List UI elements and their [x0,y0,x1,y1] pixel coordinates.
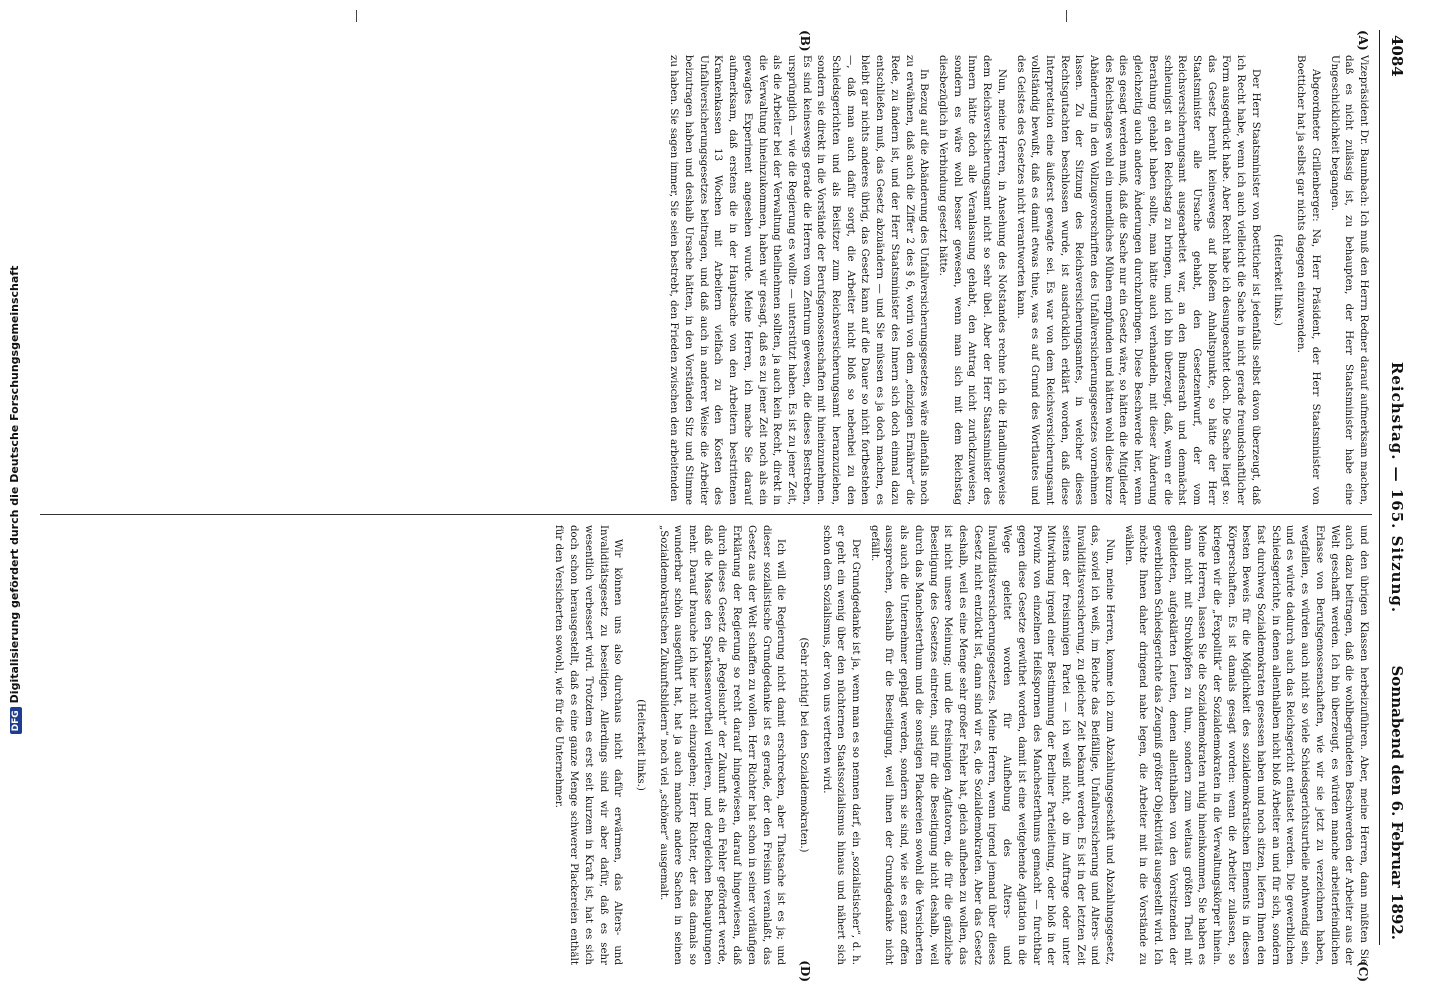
paragraph: Abgeordneter Grillenberger: Na, Herr Präsident, der Herr Staatsminister von Boetticher hat ja selbst gar nichts dagegen einzuwenden. [1295,55,1321,505]
paragraph: Wir können uns also durchaus nicht dafür erwärmen, das Alters- und Invaliditätsgesetz zu beseitigen. Allerdings sind wir aber dafür, daß es sehr wesentlich verbessert wird. Trotzdem es erst seit kurzem in Kraft ist, hat es sich doch schon herausgestellt, daß es eine ganze Menge schwerer Plackereien enthält für den Versicherten sowohl, wie für die Unternehmer. [553,525,624,965]
paragraph: Vizepräsident Dr. Baumbach: Ich muß den Herrn Redner darauf aufmerksam machen, daß es nicht zulässig ist, zu behaupten, der Herr Staatsminister habe eine Ungeschicklichkeit begangen. [1328,55,1369,505]
column-divider [40,514,1372,515]
dfg-logo: DFG [10,707,22,734]
page-title: Reichstag. — 165. Sitzung. [1388,361,1406,614]
credit-text: Digitalisierung gefördert durch die Deutsche Forschungsgemeinschaft [8,265,21,704]
stage-direction: (Sehr richtig! bei den Sozialdemokraten.) [797,637,809,853]
text-column-left [40,55,1370,505]
text-column-right [40,525,1370,965]
stage-direction: (Heiterkeit links.) [634,699,646,791]
header-rule [1379,30,1380,945]
margin-mark-d: (D) [798,960,812,982]
paragraph: Der Grundgedanke ist ja, wenn man es so nennen darf, ein „sozialistischer“, d. h. er geht ein wenig über den nüchternen Staatssozialismus hinaus und nähert sich schon dem Sozialismus, der von uns vertreten wird. [820,525,862,965]
margin-mark-b: (B) [798,30,812,52]
stage-direction: (Heiterkeit links.) [1272,234,1284,326]
digitization-credit [8,120,26,880]
paragraph: Nun, meine Herren, komme ich zum Abzahlungsgeschäft und Abzahlungsgesetz, das, soviel ich weiß, im Reiche das Beifällige, Unfallversicherung und Alters- und Invaliditätsversicherung, zu gleicher Zeit bekannt werden. Es ist in der letzten Zeit seitens der freisinnigen Partei — ich weiß nicht, ob im Auftrage oder unter Mitwirkung irgend einer Bestimmung der Berliner Parteileitung, oder bloß in der Provinz von einzelnen Heißspornen des Manchesterthums gemacht — furchtbar gegen diese Gesetze gewüthet worden, damit ist eine weitgehende Agitation in die Wege geleitet worden für Aufhebung des Alters- und Invaliditätsversicherungsgesetzes. Meine Herren, wenn irgend jemand über dieses Gesetz nicht entzückt ist, dann sind wir es, die Sozialdemokraten. Aber das Gesetz deshalb, weil es eine Menge sehr großer Fehler hat, gleich aufheben zu wollen, das ist nicht unsere Meinung; und die freisinnigen Agitatoren, die für die gänzliche Beseitigung des Gesetzes eintreten, sind für die Beseitigung nicht deshalb, weil durch das Manchesterthum und die sonstigen Plackereien sowohl die Versicherten als auch die Unternehmer geplagt werden, sondern sie sind, wie sie es ganz offen aussprechen, deshalb für die Beseitigung, weil ihnen der Grundgedanke nicht gefällt. [868,525,1116,965]
paragraph: und den übrigen Klassen herbeizuführen. Aber, meine Herren, dann müßten Sie auch dazu beitragen, daß die wohlbegründeten Beschwerden der Arbeiter aus der Welt geschafft werden. Ich bin überzeugt, es würden manche arbeiterfeindlichen Erlasse von Berufsgenossenschaften, wie wir sie jetzt zu verzeichnen haben, wegfallen, es würden auch nicht so viele Schiedsgerichtsurtheile nothwendig sein, und es würde dadurch auch das Reichsgericht entlastet werden. Die gewerblichen Schiedsgerichte, in denen allenthalben nicht bloß Arbeiter an und für sich, sondern fast durchweg Sozialdemokraten gesessen haben und noch sitzen, liefern Ihnen den besten Beweis für die Möglichkeit des sozialdemokratischen Elements in diesen Körperschaften. Es ist damals gesagt worden: wenn die Arbeiter zulassen, so kriegen wir die „Fexpolitik“ der Sozialdemokraten in die Verwaltungskörper hinein. Meine Herren, lassen Sie die Sozialdemokraten ruhig hineinkommen, Sie haben es dann nicht mit Strohköpfen zu thun, sondern zum weitaus größten Theil mit gebildeten, aufgeklärten Leuten, denen allenthalben von den Vorsitzenden der gewerblichen Schiedsgerichte das Zeugniß größter Objektivität ausgestellt wird. Ich möchte Ihnen daher dringend nahe legen, die Arbeiter mit in die Vorstände zu wählen. [1122,525,1369,965]
session-date: Sonnabend den 6. Februar 1892. [1388,665,1406,940]
scan-tick-mark [1066,10,1067,22]
paragraph: Ich will die Regierung nicht damit erschrecken, aber Thatsache ist es ja; und dieser sozialistische Grundgedanke ist es gerade, der den Freisinn veranlaßt, das Gesetz aus der Welt schaffen zu wollen. Herr Richter hat schon in seiner vorläufigen Erklärung der Regierung so recht darauf hingewiesen, darauf hingewiesen, daß durch dieses Gesetz die „Regelsucht“ der Zukunft als ein Fehler gefördert werde, daß die Masse den Sparkassenvortheil verlieren, und dergleichen Behauptungen mehr. Darauf brauche ich hier nicht einzugehen; Herr Richter, der das damals so wunderbar schön ausgeführt hat, hat ja auch manche andere Sachen in seinen „Sozialdemokratischen Zukunftsbildern“ noch viel „schöner“ ausgemalt. [657,525,787,965]
scan-tick-mark [356,10,357,22]
page-number: 4084 [1388,35,1406,77]
paragraph: In Bezug auf die Abänderung des Unfallversicherungsgesetzes wäre allenfalls noch zu erwähnen, daß auch die Ziffer 2 des § 6, worin von dem „einzigen Ernährer“ die Rede, zu ändern ist, und der Herr Staatsminister des Innern sich doch einmal dazu entschließen muß, das Gesetz abzuändern — und Sie müssen es ja doch machen, es bleibt gar nichts anderes übrig, das Gesetz kann auf die Dauer so nicht fortbestehen —, daß man auch dafür sorgt, die Arbeiter nicht bloß so nebenbei zu den Schiedsgerichten und als Beisitzer zum Reichsversicherungsamt heranzuziehen, sondern sie direkt in die Vorstände der Berufsgenossenschaften mit hineinzunehmen. Es sind keineswegs gerade die Herren vom Zentrum gewesen, die dieses Bestreben, ursprünglich — wie die Regierung es wollte — unterstützt haben. Es ist zu jener Zeit, als die Arbeiter bei der Verwaltung theilnehmen sollten, ja auch kein Recht, direkt in die Verwaltung hineinzukommen, haben wir gesagt, daß es zu jener Zeit noch als ein gewagtes Experiment angesehen wurde. Meine Herren, ich mache Sie darauf aufmerksam, daß erstens die in der Hauptsache von den Arbeitern bestrittenen Krankenkassen 13 Wochen mit Arbeitern vielfach zu den Kosten des Unfallversicherungsgesetzes beitragen, und daß auch in anderer Weise die Arbeiter beizutragen haben und deshalb Ursache hätten, in den Vorständen Sitz und Stimme zu haben. Sie sagen immer, Sie seien bestrebt, den Frieden zwischen den arbeitenden [668,55,930,505]
paragraph: Der Herr Staatsminister von Boetticher ist jedenfalls selbst davon überzeugt, daß ich Recht habe, wenn ich auch vielleicht die Sache in nicht gerade freundschaftlicher Form ausgedrückt habe. Aber Recht habe ich desungeachtet doch. Die Sache liegt so: das Gesetz beruht keineswegs auf bloßem Anhaltspunkte, so hätte der Herr Staatsminister alle Ursache gehabt, den Gesetzentwurf, der vom Reichsversicherungsamt ausgearbeitet war, an den Bundesrath und demnächst schleunigst an den Reichstag zu bringen, und ich bin überzeugt, daß, wenn er die Berathung gehabt haben sollte, man hätte auch verhandeln, mit dieser Änderung gleichzeitig auch andere Änderungen durchzubringen. Diese Beschwerde hier, wenn dies gesagt werden muß, daß die Sache nur ein Gesetz wäre, so hätten die Mitglieder des Reichstages wohl ein unendliches Mühen empfunden und hätten wohl diese kurze Abänderung in den Vollzugsvorschriften des Unfallversicherungsgesetzes vornehmen lassen. Zu der Sitzung des Reichsversicherungsamtes, in welcher dieses Rechtsgutachten beschlossen wurde, ist ausdrücklich erklärt worden, daß diese Interpretation eine äußerst gewagte sei. Es war von dem Reichsversicherungsamt vollständig bewußt, daß es damit etwas thue, was es auf Grund des Wortlautes und des Geistes des Gesetzes nicht verantworten kann. [1014,55,1261,505]
margin-mark-a: (A) [1356,30,1370,51]
page-header [1382,35,1412,940]
paragraph: Nun, meine Herren, in Ansehung des Notstandes rechne ich die Handlungsweise dem Reichsversicherungsamt nicht so sehr übel. Aber der Herr Staatsminister des Innern hätte doch alle Veranlassung gehabt, den Antrag nicht zurückzuweisen, sondern es wäre wohl besser gewesen, wenn man sich mit dem Reichstag diesbezüglich in Verbindung gesetzt hätte. [937,55,1007,505]
margin-mark-c: (C) [1356,961,1370,982]
